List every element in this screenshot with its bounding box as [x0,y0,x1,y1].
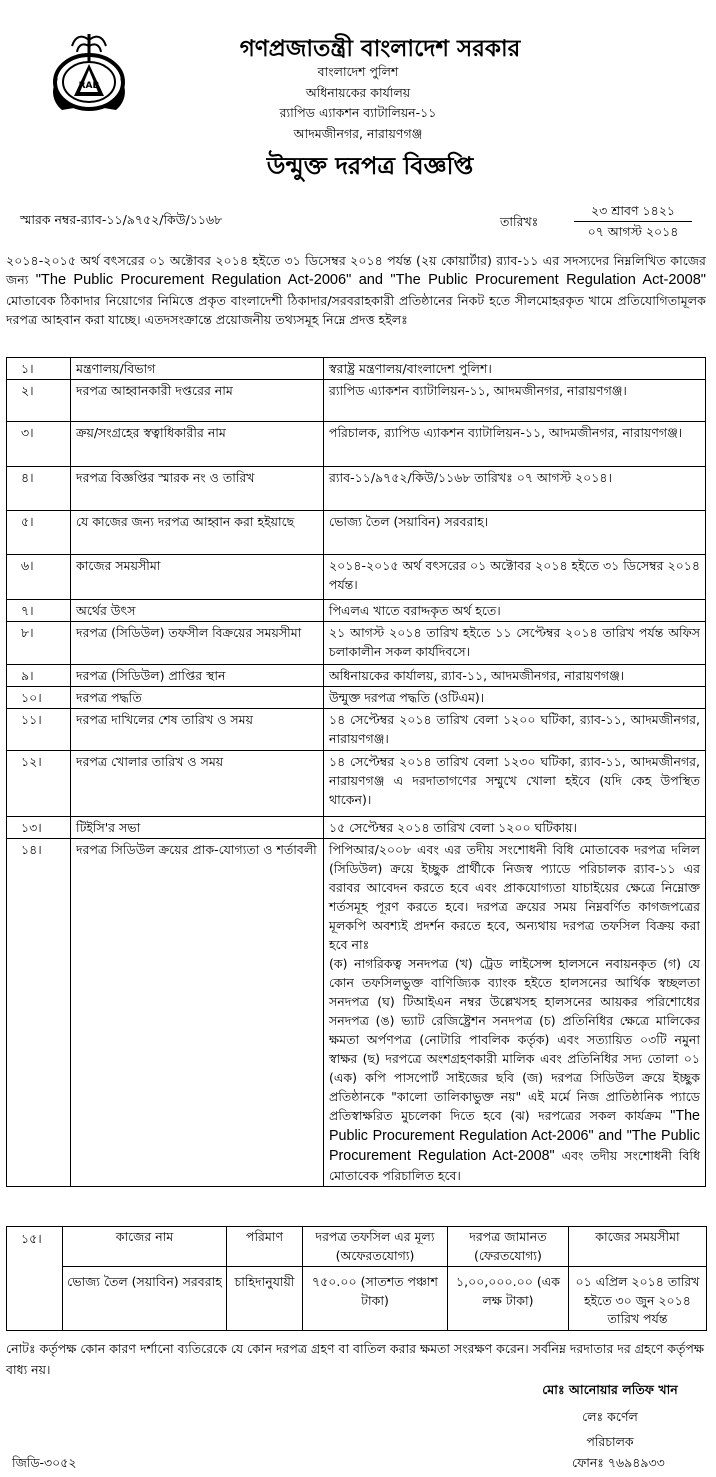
row-value: র‍্যাপিড এ্যাকশন ব্যাটালিয়ন-১১, আদমজীনগর, নারায়ণগঞ্জ। [324,380,706,422]
column-header: দরপত্র জামানত (ফেরতযোগ্য) [448,1227,569,1267]
row-number: ৮। [7,622,71,665]
row-value: পরিচালক, র‍্যাপিড এ্যাকশন ব্যাটালিয়ন-১১, আদমজীনগর, নারায়ণগঞ্জ। [324,422,706,467]
row-label: কাজের সময়সীমা [71,555,324,600]
row-number: ২। [7,380,71,422]
gd-number: জিডি-৩০৫২ [12,1455,77,1470]
table-row [7,358,706,380]
row-label: অর্থের উৎস [71,600,324,622]
row-number: ৯। [7,665,71,687]
row-label: দরপত্র দাখিলের শেষ তারিখ ও সময় [71,709,324,751]
office-line: অধিনায়কের কার্যালয় [305,84,411,100]
tender-details-table [6,357,706,1187]
office-address [240,62,476,144]
row-label: দরপত্র (সিডিউল) প্রাপ্তির স্থান [71,665,324,687]
table-row [7,467,706,511]
documents-text: (ক) নাগরিকত্ব সনদপত্র (খ) ট্রেড লাইসেন্স হালসনে নবায়নকৃত (গ) যে কোন তফসিলভুক্ত বাণিজ্যিক ব্যাংক হইতে হালসনের আর্থিক স্বচ্ছলতা সনদপত্র (ঘ) টিআইএন নম্বর উল্লেখসহ হালসনের আয়কর পরিশোধের সনদপত্র (ঙ) ভ্যাট রেজিষ্ট্রেশন সনদপত্র (চ) প্রতিনিধির ক্ষেত্রে মালিকের ক্ষমতা অর্পণপত্র (নোটারি পাবলিক কর্তৃক) এবং সত্যায়িত ০৩টি নমুনা স্বাক্ষর (ছ) দরপত্রে অংশগ্রহণকারী মালিক এবং প্রতিনিধির সদ্য তোলা ০১ (এক) কপি পাসপোর্ট সাইজের ছবি (জ) দরপত্র সিডিউল ক্রয়ে ইচ্ছুক প্রতিষ্ঠানকে "কালো তালিকাভুক্ত নয়" এই মর্মে নিজ প্রাতিষ্ঠানিক প্যাডে প্রতিস্বাক্ষরিত মুচলেকা দিতে হবে (ঝ) দরপত্রের সকল কার্যক্রম [329,956,700,1123]
row-number: ১১। [7,709,71,751]
column-header: কাজের নাম [63,1227,227,1267]
table-header-row [63,1227,707,1267]
row-number: ১৫। [21,1231,42,1246]
row-label: মন্ত্রণালয়/বিভাগ [71,358,324,380]
row-number: ৭। [7,600,71,622]
table-row [63,1267,707,1331]
row-value: উন্মুক্ত দরপত্র পদ্ধতি (ওটিএম)। [324,687,706,709]
row-label: দরপত্র সিডিউল ক্রয়ের প্রাক-যোগ্যতা ও শর্তাবলী [71,839,324,1187]
row-value: স্বরাষ্ট্র মন্ত্রণালয়/বাংলাদেশ পুলিশ। [324,358,706,380]
row-value: ভোজ্য তৈল (সয়াবিন) সরবরাহ। [324,511,706,555]
table-row [7,555,706,600]
table-row [7,665,706,687]
row-value: ১৪ সেপ্টেম্বর ২০১৪ তারিখ বেলা ১২০০ ঘটিকা, র‍্যাব-১১, আদমজীনগর, নারায়ণগঞ্জ। [324,709,706,751]
table-row [7,751,706,817]
row-number-cell [6,1226,63,1331]
memo-number: স্মারক নম্বর-র‍্যাব-১১/৯৭৫২/কিউ/১১৬৮ [20,212,223,227]
table-cell: ১,০০,০০০.০০ (এক লক্ষ টাকা) [448,1267,569,1331]
row-number: ১। [7,358,71,380]
row-label: দরপত্র পদ্ধতি [71,687,324,709]
row-value: ২০১৪-২০১৫ অর্থ বৎসরের ০১ অক্টোবর ২০১৪ হইতে ৩১ ডিসেম্বর ২০১৪ পর্যন্ত। [324,555,706,600]
date-box [574,203,692,242]
office-line: র‍্যাপিড এ্যাকশন ব্যাটালিয়ন-১১ [279,105,437,120]
table-row [7,422,706,467]
row-number: ৫। [7,511,71,555]
signatory-name: মোঃ আনোয়ার লতিফ খান [542,1382,678,1397]
date-bangla: ২৩ শ্রাবণ ১৪২১ [574,203,692,222]
table-cell: ৭৫০.০০ (সাতশত পঞ্চাশ টাকা) [303,1267,448,1331]
row-label: দরপত্র বিজ্ঞপ্তির স্মারক নং ও তারিখ [71,467,324,511]
office-line: আদমজীনগর, নারায়ণগঞ্জ [293,125,423,141]
column-header: পরিমাণ [227,1227,303,1267]
work-details-section [6,1226,706,1330]
row-number: ৬। [7,555,71,600]
intro-act-reference: "The Public Procurement Regulation Act-2006" and "The Public Procurement Regulation Act-2008" [35,272,706,289]
row-number: ১০। [7,687,71,709]
footnote: নোটঃ কর্তৃপক্ষ কোন কারণ দর্শানো ব্যতিরেকে যে কোন দরপত্র গ্রহণ বা বাতিল করার ক্ষমতা সংরক্ষণ করেন। সর্বনিম্ন দরদাতার দর গ্রহণে কর্তৃপক্ষ বাধ্য নয়। [6,1341,704,1377]
conditions-text: পিপিআর/২০০৮ এবং এর তদীয় সংশোধনী বিধি মোতাবেক দরপত্র দলিল (সিডিউল) ক্রয়ে ইচ্ছুক প্রার্থীকে নিজস্ব প্যাডে পরিচালক র‍্যাব-১১ এর বরাবর আবেদন করতে হবে এবং প্রাকযোগ্যতা যাচাইয়ের ক্ষেত্রে নিম্নোক্ত শর্তসমূহ পূরণ করতে হবে। দরপত্র ক্রয়ের সময় নিম্নবর্ণিত কাগজপত্রের মূলকপি অবশ্যই প্রদর্শন করতে হবে, অন্যথায় দরপত্র তফসিল বিক্রয় করা হবে নাঃ [329,842,700,952]
signatory-rank: লেঃ কর্ণেল [582,1409,638,1424]
table-row [7,511,706,555]
table-row [7,687,706,709]
table-cell: চাহিদানুযায়ী [227,1267,303,1331]
row-number: ৪। [7,467,71,511]
row-value [324,839,706,1187]
row-value: র‍্যাব-১১/৯৭৫২/কিউ/১১৬৮ তারিখঃ ০৭ আগস্ট ২০১৪। [324,467,706,511]
row-value: ২১ আগস্ট ২০১৪ তারিখ হইতে ১১ সেপ্টেম্বর ২০১৪ তারিখ পর্যন্ত অফিস চলাকালীন সকল কার্যদিবসে। [324,622,706,665]
column-header: কাজের সময়সীমা [569,1227,707,1267]
row-label: দরপত্র খোলার তারিখ ও সময় [71,751,324,817]
intro-text: মোতাবেক ঠিকাদার নিয়োগের নিমিত্তে প্রকৃত বাংলাদেশী ঠিকাদার/সরবরাহকারী প্রতিষ্ঠানের নিকট হতে সীলমোহরকৃত খামে প্রতিযোগিতামূলক দরপত্র আহবান করা যাচ্ছে। এতদসংক্রান্তে প্রয়োজনীয় তথ্যসমূহ নিম্নে প্রদত্ত হইলঃ [6,292,706,327]
row-value: অধিনায়কের কার্যালয়, র‍্যাব-১১, আদমজীনগর, নারায়ণগঞ্জ। [324,665,706,687]
intro-text: ২০১৪-২০১৫ অর্থ বৎসরের ০১ অক্টোবর ২০১৪ হইতে ৩১ ডিসেম্বর ২০১৪ পর্যন্ত (২য় কোয়ার্টার) র‍্যাব-১১ এর সদস্যদের নিম্নলিখিত কাজের জন্য [6,253,706,288]
svg-text:RAB: RAB [78,81,100,91]
column-header: দরপত্র তফসিল এর মূল্য (অফেরতযোগ্য) [303,1227,448,1267]
table-row [7,839,706,1187]
row-label: দরপত্র আহ্বানকারী দপ্তরের নাম [71,380,324,422]
table-row [7,709,706,751]
act-reference: "The Public Procurement Regulation Act-2006" and "The Public Procurement Regulation Act-2008" [329,1108,700,1164]
documents-text-end: এবং তদীয় সংশোধনী বিধি মোতাবেক পরিচালিত হবে। [329,1148,700,1183]
row-value: ১৪ সেপ্টেম্বর ২০১৪ তারিখ বেলা ১২৩০ ঘটিকা, র‍্যাব-১১, আদমজীনগর, নারায়ণগঞ্জ এ দরদাতাগণের সম্মুখে খোলা হইবে (যদি কেহ উপস্থিত থাকেন)। [324,751,706,817]
row-value: ১৫ সেপ্টেম্বর ২০১৪ তারিখ বেলা ১২০০ ঘটিকায়। [324,817,706,839]
row-label: যে কাজের জন্য দরপত্র আহ্বান করা হইয়াছে [71,511,324,555]
notice-title: উন্মুক্ত দরপত্র বিজ্ঞপ্তি [266,151,474,180]
signatory-designation: পরিচালক [586,1434,634,1449]
rab-emblem-icon [44,26,134,116]
row-number: ৩। [7,422,71,467]
phone-number: ফোনঃ ৭৬৯৪৯৩৩ [572,1455,665,1470]
row-label: ক্রয়/সংগ্রহের স্বত্বাধিকারীর নাম [71,422,324,467]
date-english: ০৭ আগস্ট ২০১৪ [587,224,679,239]
table-row [7,622,706,665]
work-details-table [62,1226,707,1331]
row-label: দরপত্র (সিডিউল) তফসীল বিক্রয়ের সময়সীমা [71,622,324,665]
documents-list [329,954,700,1185]
table-cell: ভোজ্য তৈল (সয়াবিন) সরবরাহ [63,1267,227,1331]
intro-paragraph [6,251,706,329]
row-number: ১৩। [7,817,71,839]
row-number: ১২। [7,751,71,817]
office-line: বাংলাদেশ পুলিশ [317,64,399,79]
table-cell: ০১ এপ্রিল ২০১৪ তারিখ হইতে ৩০ জুন ২০১৪ তারিখ পর্যন্ত [569,1267,707,1331]
row-number: ১৪। [7,839,71,1187]
table-row [7,380,706,422]
government-title: গণপ্রজাতন্ত্রী বাংলাদেশ সরকার [239,35,521,62]
date-label: তারিখঃ [500,214,539,229]
table-row [7,600,706,622]
row-value: পিএলএ খাতে বরাদ্দকৃত অর্থ হতে। [324,600,706,622]
table-row [7,817,706,839]
row-label: টিইসি'র সভা [71,817,324,839]
